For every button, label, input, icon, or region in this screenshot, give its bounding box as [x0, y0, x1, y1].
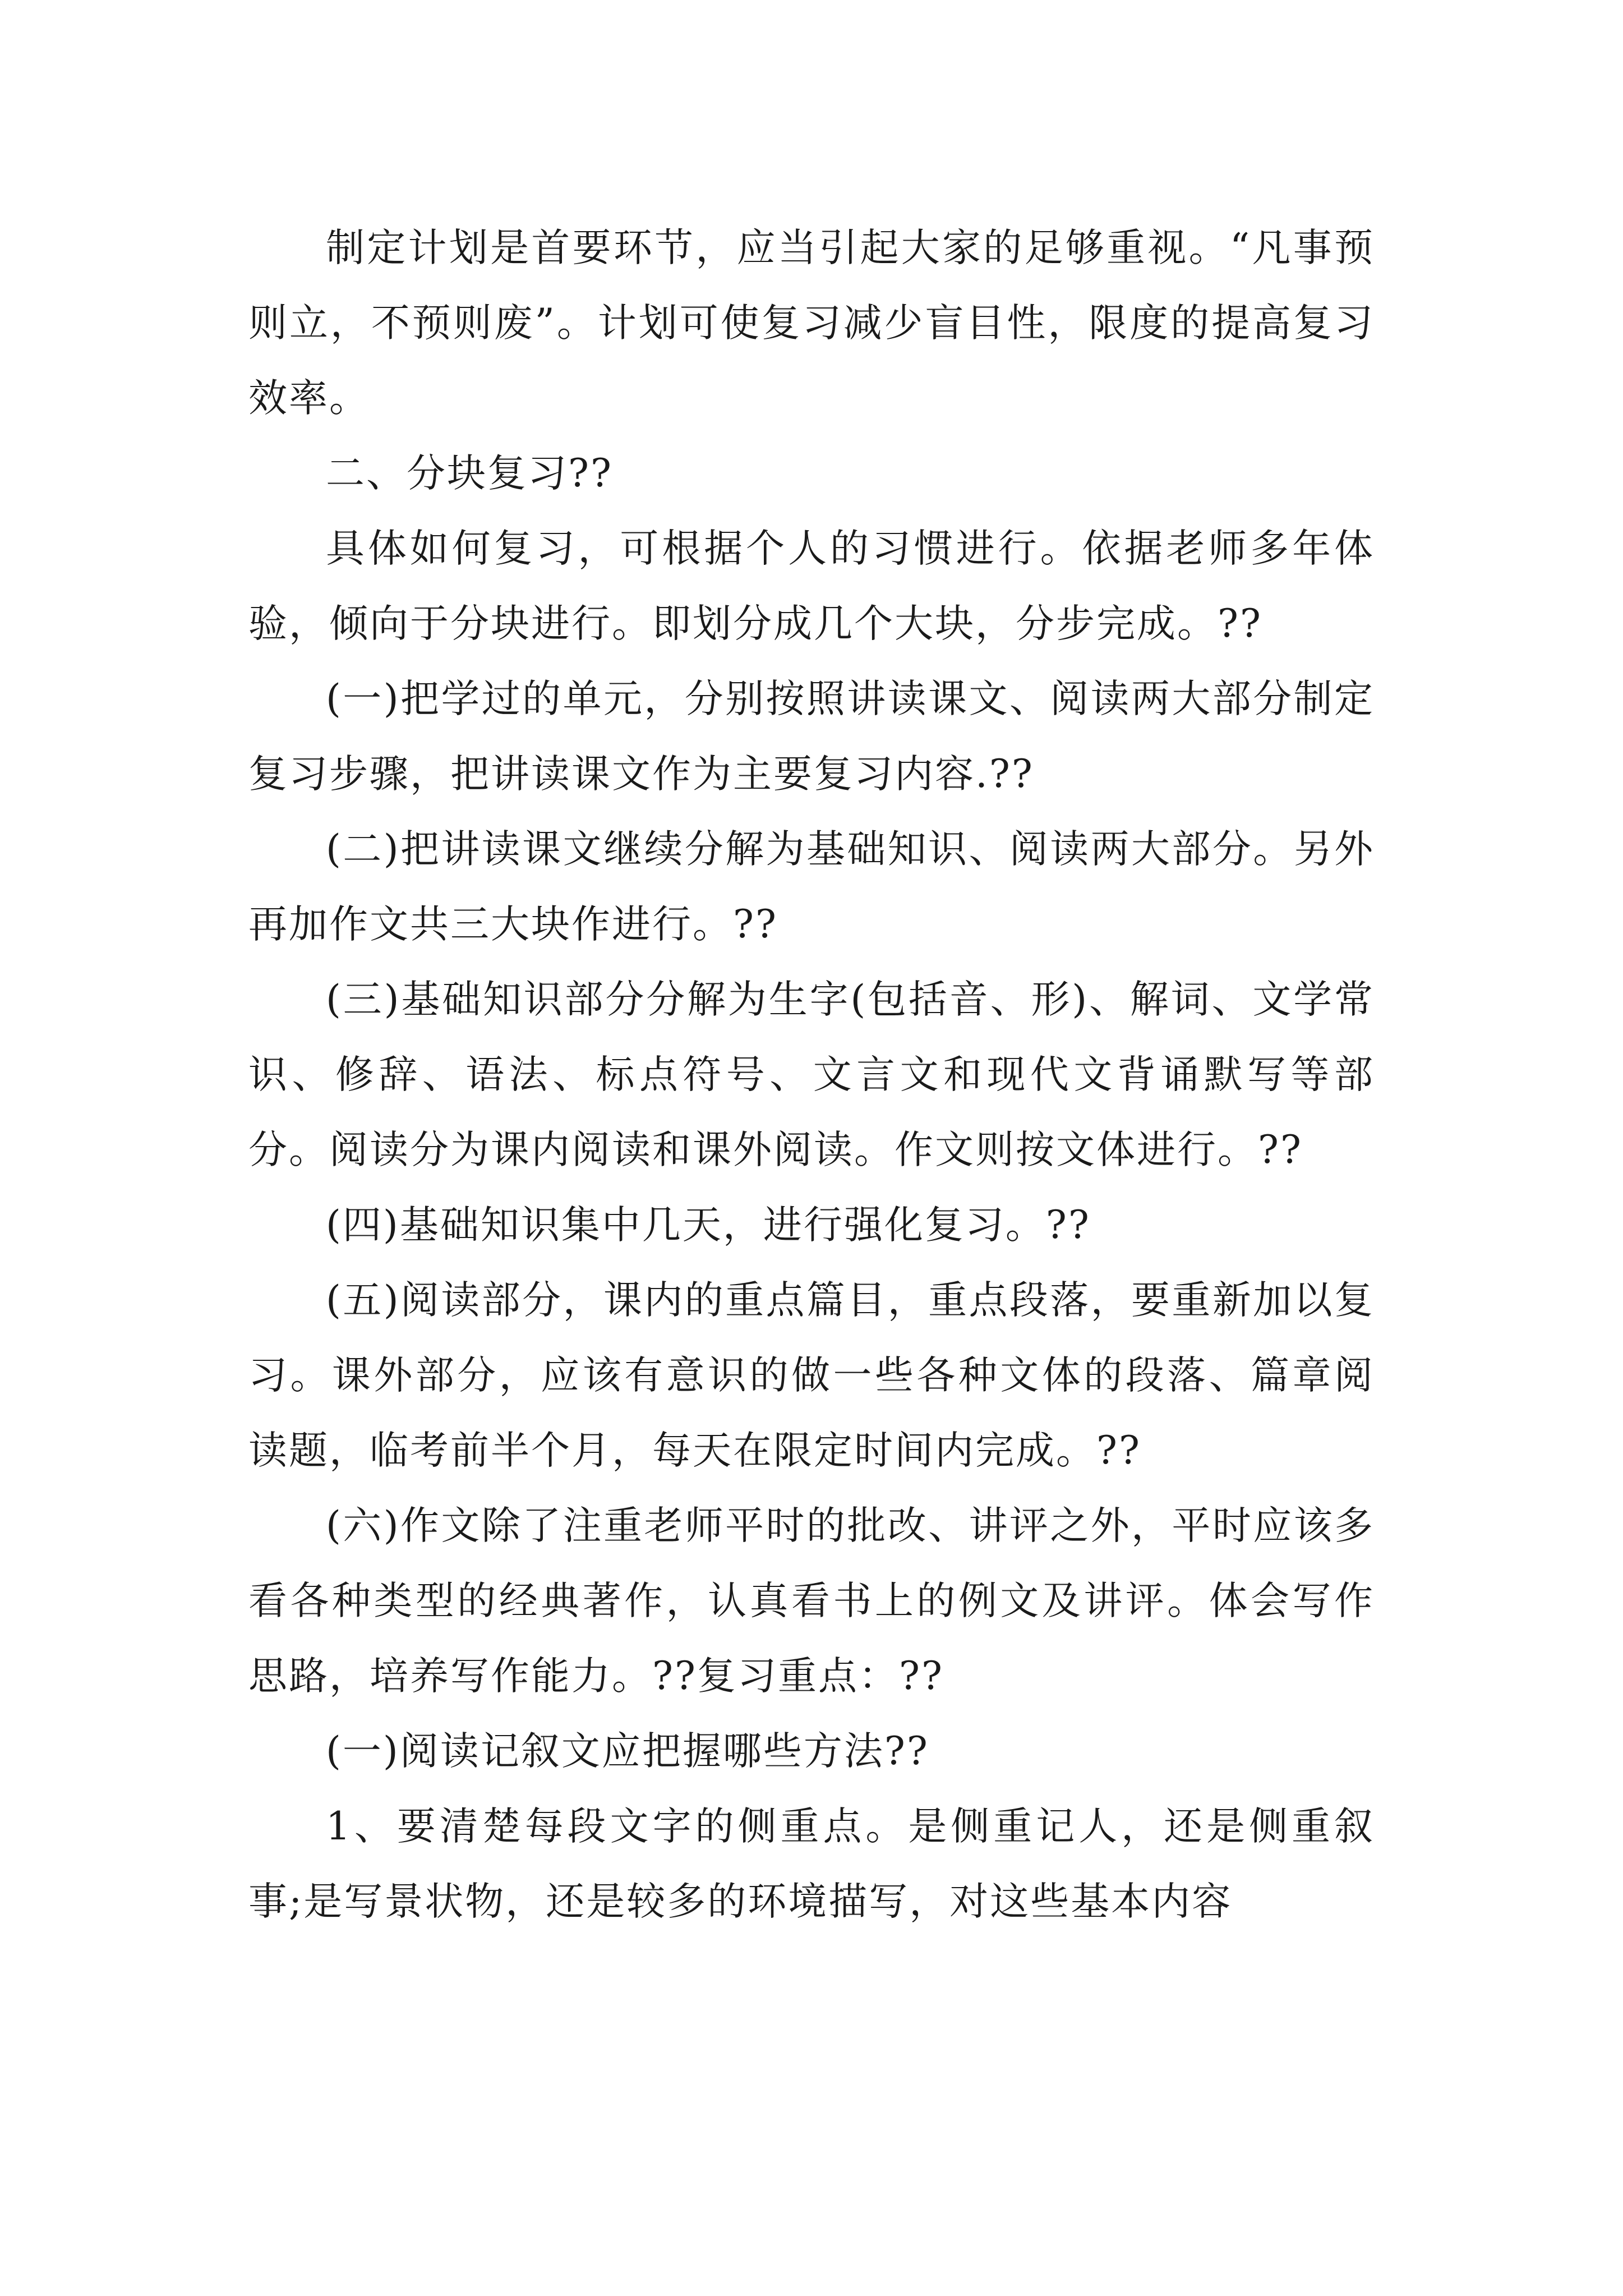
paragraph: 制定计划是首要环节，应当引起大家的足够重视。“凡事预则立，不预则废”。计划可使复习减少盲目性，限度的提高复习效率。: [248, 226, 1375, 421]
subsection-heading: (一)阅读记叙文应把握哪些方法??: [326, 1729, 929, 1774]
paragraph: 具体如何复习，可根据个人的习惯进行。依据老师多年体验，倾向于分块进行。即划分成几个大块，分步完成。??: [248, 526, 1375, 646]
paragraph: (三)基础知识部分分解为生字(包括音、形)、解词、文学常识、修辞、语法、标点符号、文言文和现代文背诵默写等部分。阅读分为课内阅读和课外阅读。作文则按文体进行。??: [248, 977, 1375, 1172]
paragraph: (二)把讲读课文继续分解为基础知识、阅读两大部分。另外再加作文共三大块作进行。??: [248, 827, 1375, 947]
paragraph: (五)阅读部分，课内的重点篇目，重点段落，要重新加以复习。课外部分，应该有意识的做一些各种文体的段落、篇章阅读题，临考前半个月，每天在限定时间内完成。??: [248, 1278, 1375, 1473]
paragraph: (一)把学过的单元，分别按照讲读课文、阅读两大部分制定复习步骤，把讲读课文作为主要复习内容.??: [248, 677, 1375, 797]
section-heading: 二、分块复习??: [326, 451, 613, 496]
paragraph: (六)作文除了注重老师平时的批改、讲评之外，平时应该多看各种类型的经典著作，认真看书上的例文及讲评。体会写作思路，培养写作能力。??复习重点：??: [248, 1503, 1375, 1699]
paragraph: 1、要清楚每段文字的侧重点。是侧重记人，还是侧重叙事;是写景状物，还是较多的环境描写，对这些基本内容: [248, 1804, 1375, 1924]
document-body: [248, 210, 1375, 1939]
paragraph: (四)基础知识集中几天，进行强化复习。??: [326, 1203, 1091, 1248]
